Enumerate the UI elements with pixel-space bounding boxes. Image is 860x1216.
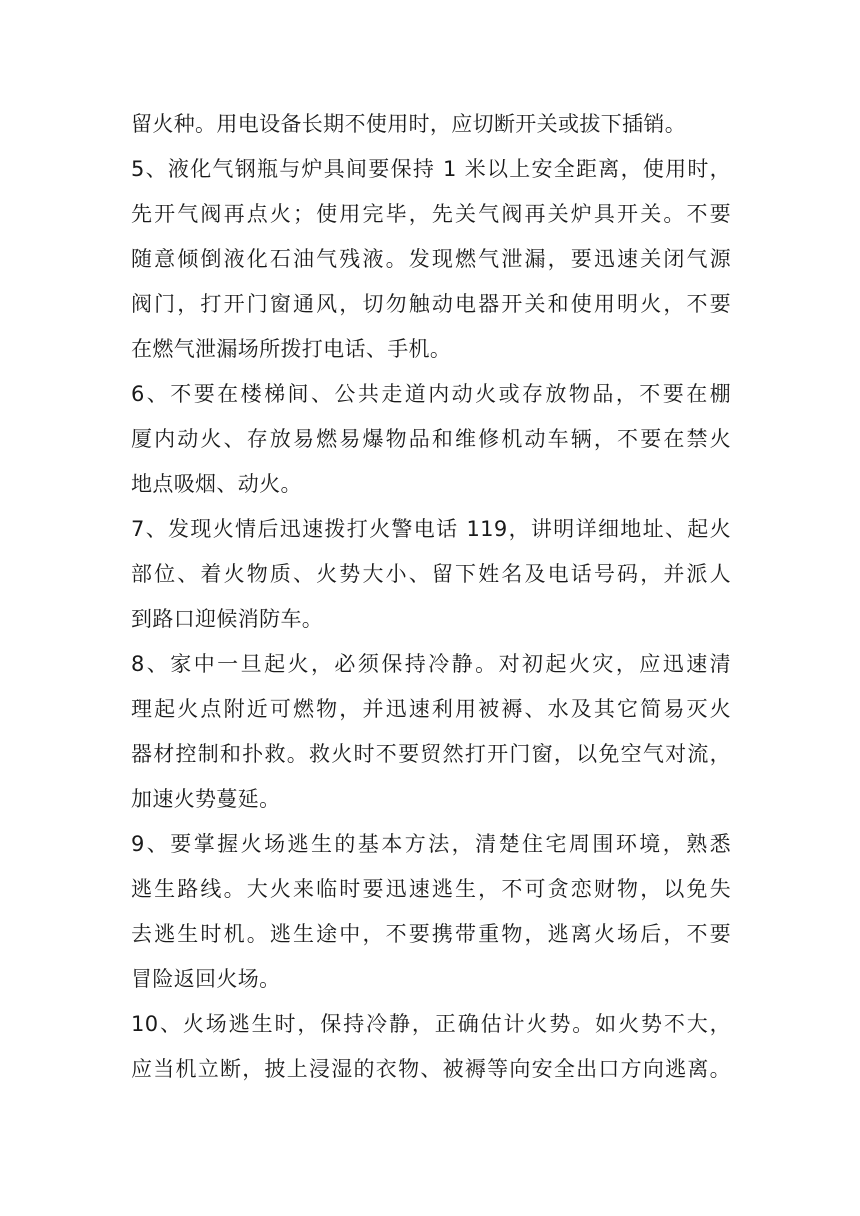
text-line: 9、要掌握火场逃生的基本方法，清楚住宅周围环境，熟悉	[131, 832, 731, 856]
text-line: 到路口迎候消防车。	[131, 607, 324, 631]
text-line: 地点吸烟、动火。	[131, 472, 302, 496]
text-line: 逃生路线。大火来临时要迅速逃生，不可贪恋财物，以免失	[131, 877, 731, 901]
text-line: 在燃气泄漏场所拨打电话、手机。	[131, 337, 452, 361]
text-line: 理起火点附近可燃物，并迅速利用被褥、水及其它简易灭火	[131, 697, 731, 721]
text-line: 8、家中一旦起火，必须保持冷静。对初起火灾，应迅速清	[131, 652, 731, 676]
text-line: 随意倾倒液化石油气残液。发现燃气泄漏，要迅速关闭气源	[131, 247, 731, 271]
text-line: 部位、着火物质、火势大小、留下姓名及电话号码，并派人	[131, 562, 731, 586]
text-line: 应当机立断，披上浸湿的衣物、被褥等向安全出口方向逃离。	[131, 1057, 731, 1081]
text-line: 留火种。用电设备长期不使用时，应切断开关或拔下插销。	[131, 112, 687, 136]
text-line: 器材控制和扑救。救火时不要贸然打开门窗，以免空气对流，	[131, 742, 731, 766]
text-line: 去逃生时机。逃生途中，不要携带重物，逃离火场后，不要	[131, 922, 731, 946]
text-line: 加速火势蔓延。	[131, 787, 281, 811]
text-line: 10、火场逃生时，保持冷静，正确估计火势。如火势不大，	[131, 1012, 731, 1036]
text-line: 7、发现火情后迅速拨打火警电话 119，讲明详细地址、起火	[131, 517, 731, 541]
text-line: 5、液化气钢瓶与炉具间要保持 1 米以上安全距离，使用时，	[131, 157, 731, 181]
text-line: 6、不要在楼梯间、公共走道内动火或存放物品，不要在棚	[131, 382, 731, 406]
text-line: 冒险返回火场。	[131, 967, 281, 991]
text-line: 先开气阀再点火；使用完毕，先关气阀再关炉具开关。不要	[131, 202, 731, 226]
text-line: 阀门，打开门窗通风，切勿触动电器开关和使用明火，不要	[131, 292, 731, 316]
text-line: 厦内动火、存放易燃易爆物品和维修机动车辆，不要在禁火	[131, 427, 731, 451]
document-body	[131, 102, 731, 1092]
